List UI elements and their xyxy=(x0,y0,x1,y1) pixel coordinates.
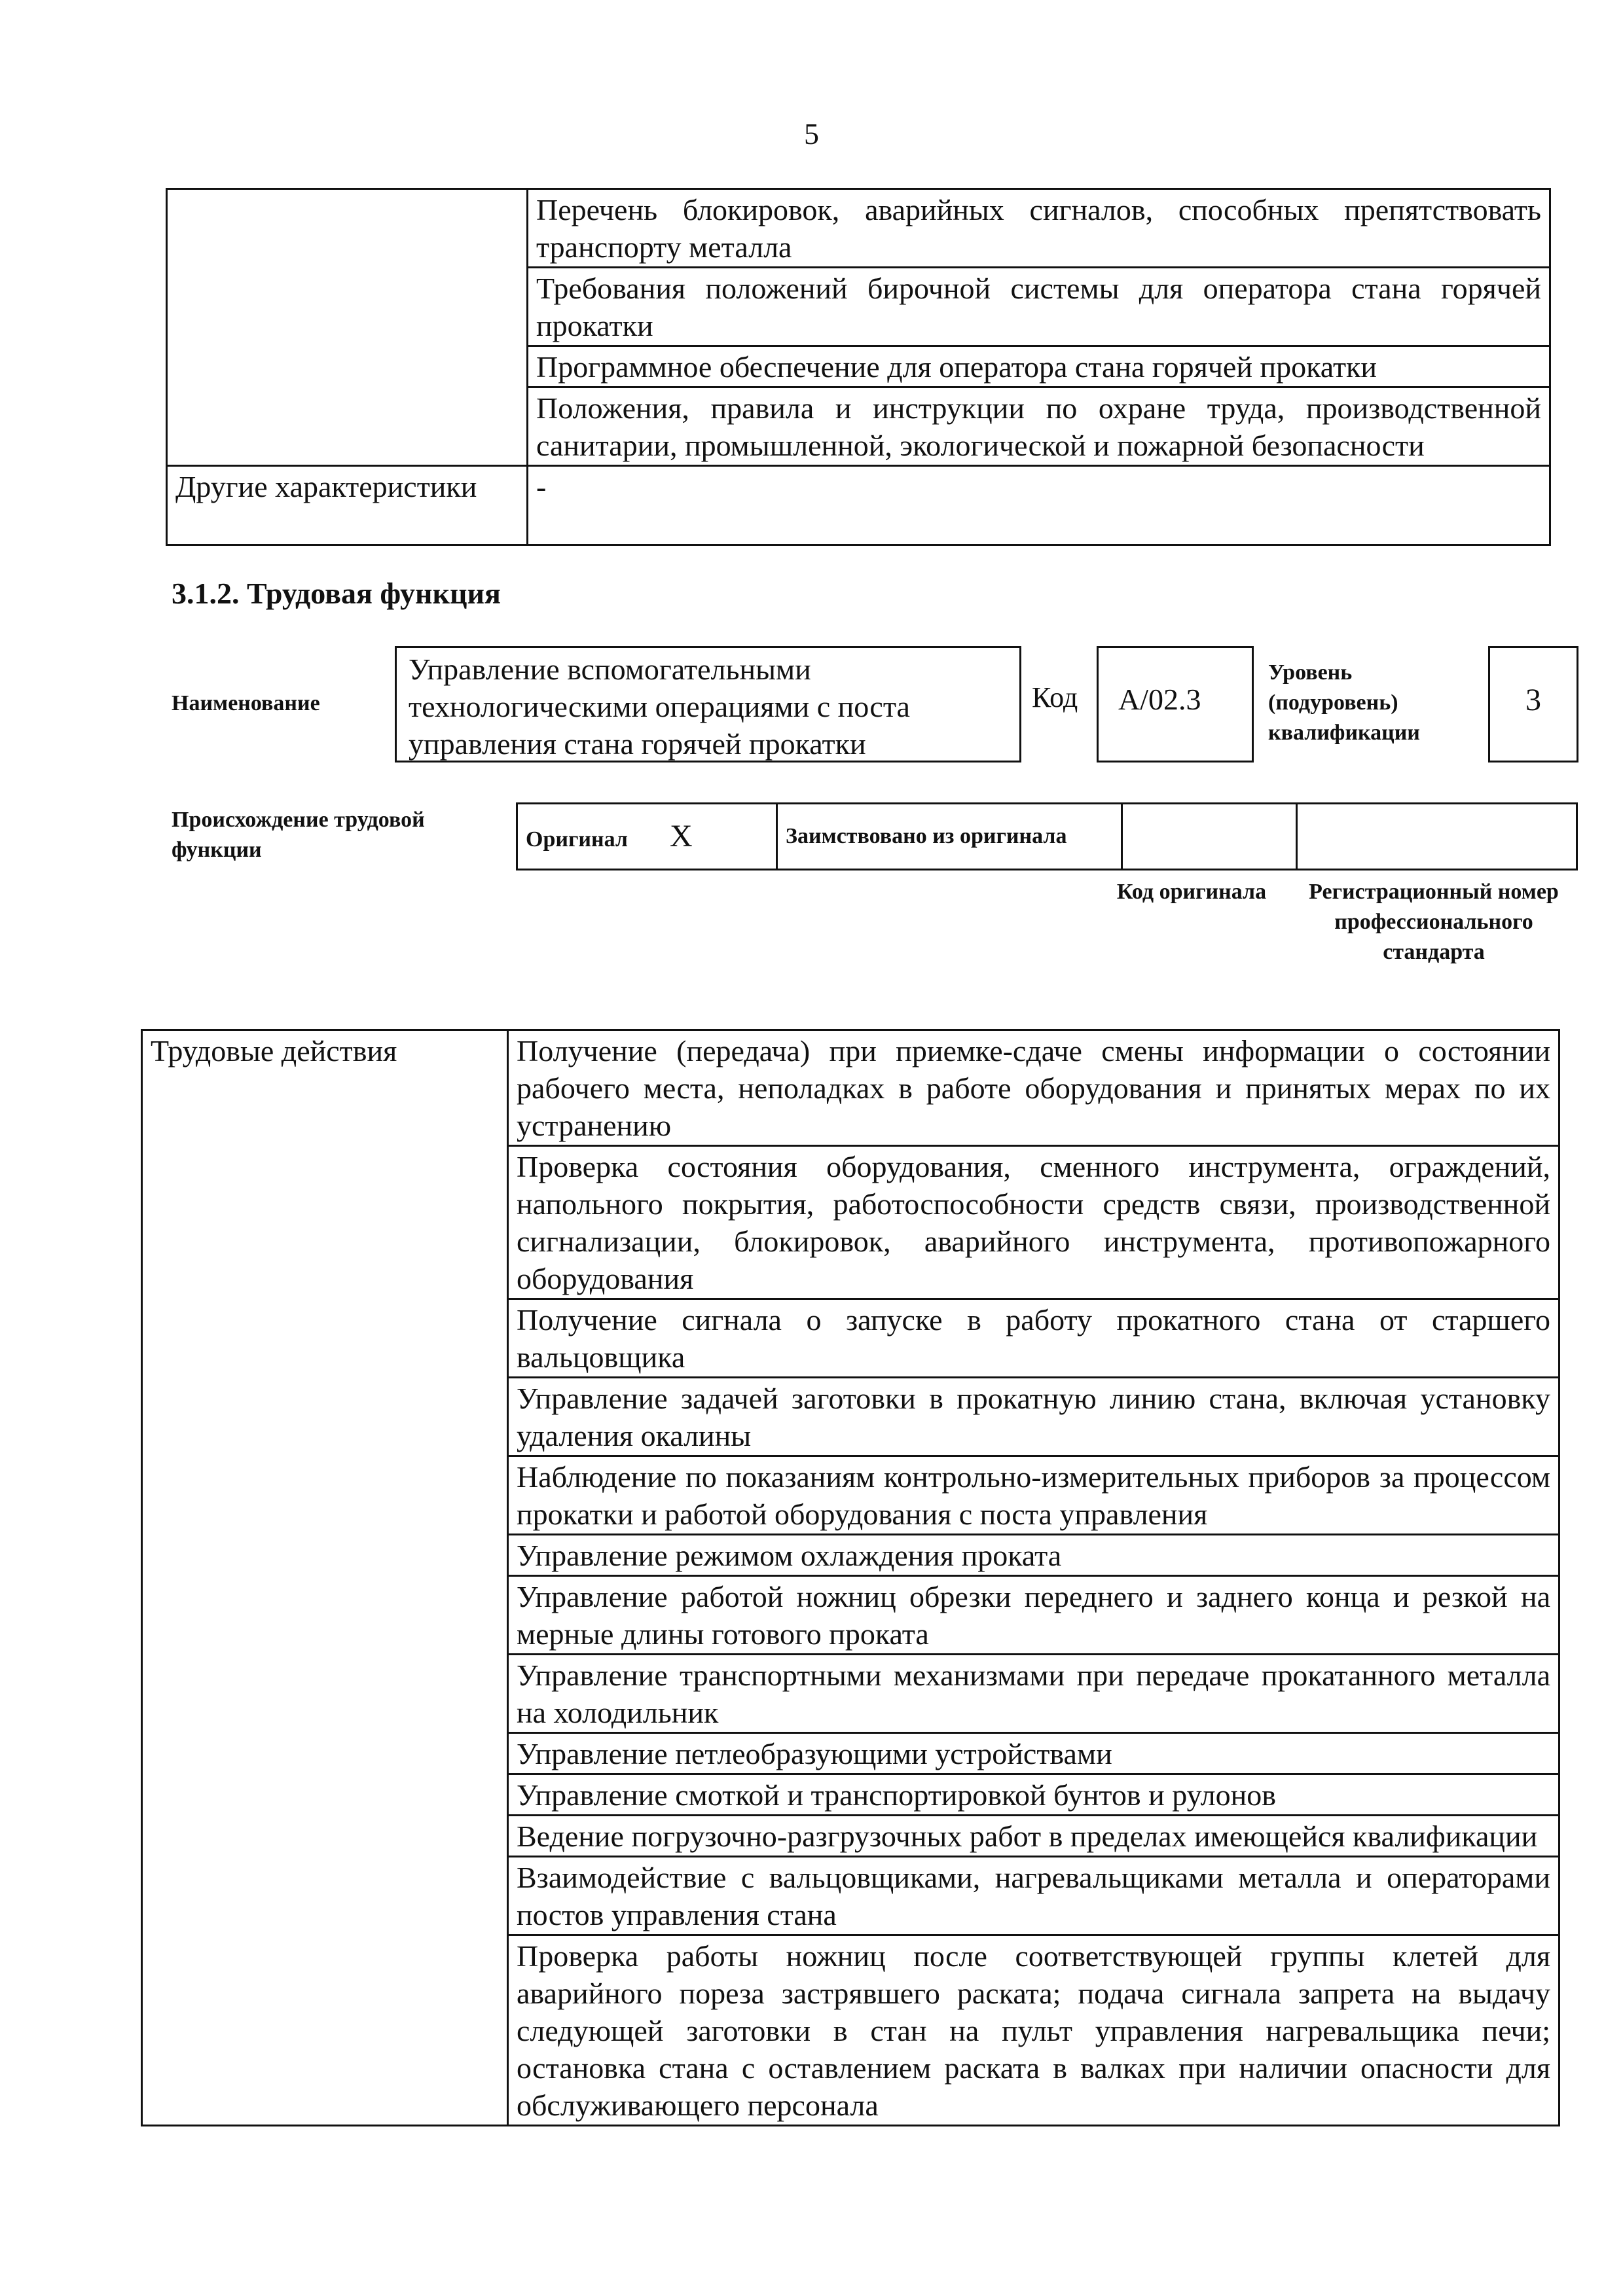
original-mark: Х xyxy=(669,819,693,853)
labour-action-item: Управление транспортными механизмами при передаче прокатанного металла на холодильник xyxy=(508,1655,1559,1733)
labour-action-item: Управление работой ножниц обрезки переднего и заднего конца и резкой на мерные длины готового проката xyxy=(508,1576,1559,1655)
empty-label-cell xyxy=(167,189,528,466)
page-number: 5 xyxy=(804,117,819,151)
labour-action-item: Управление задачей заготовки в прокатную линию стана, включая установку удаления окалины xyxy=(508,1378,1559,1456)
qualification-level-box: 3 xyxy=(1488,646,1578,762)
labour-action-item: Ведение погрузочно-разгрузочных работ в пределах имеющейся квалификации xyxy=(508,1816,1559,1857)
labour-actions-table xyxy=(141,1029,1560,2126)
code-value-box: А/02.3 xyxy=(1097,646,1254,762)
original-cell xyxy=(517,804,777,870)
knowledge-item: Требования положений бирочной системы для оператора стана горячей прокатки xyxy=(528,268,1550,346)
origin-label: Происхождение трудовой функции xyxy=(172,808,425,862)
labour-action-item: Получение сигнала о запуске в работу прокатного стана от старшего вальцовщика xyxy=(508,1299,1559,1378)
labour-action-item: Взаимодействие с вальцовщиками, нагревальщиками металла и операторами постов управления стана xyxy=(508,1857,1559,1935)
original-code-caption: Код оригинала xyxy=(1116,880,1267,904)
borrowed-cell xyxy=(777,804,1122,870)
original-code-cell xyxy=(1122,804,1297,870)
original-label: Оригинал xyxy=(526,827,628,852)
knowledge-item: Перечень блокировок, аварийных сигналов, способных препятствовать транспорту металла xyxy=(528,189,1550,268)
code-label: Код xyxy=(1032,681,1078,713)
qualification-level-label: Уровень (подуровень) квалификации xyxy=(1268,660,1420,745)
labour-action-item: Управление смоткой и транспортировкой бунтов и рулонов xyxy=(508,1774,1559,1816)
section-title: 3.1.2. Трудовая функция xyxy=(172,577,501,610)
registration-number-caption: Регистрационный номер профессионального стандарта xyxy=(1309,880,1559,964)
other-characteristics-label: Другие характеристики xyxy=(167,466,528,545)
other-characteristics-value: - xyxy=(528,466,1550,545)
labour-action-item: Получение (передача) при приемке-сдаче смены информации о состоянии рабочего места, неполадках в работе оборудования и принятых мерах по их устранению xyxy=(508,1030,1559,1146)
labour-action-item: Проверка работы ножниц после соответствующей группы клетей для аварийного пореза застрявшего раската; подача сигнала запрета на выдачу следующей заготовки в стан на пульт управления нагревальщика печи; остановка стана с оставлением раската в валках при наличии опасности для обслуживающего персонала xyxy=(508,1935,1559,2126)
labour-action-item: Проверка состояния оборудования, сменного инструмента, ограждений, напольного покрытия, работоспособности средств связи, производственной сигнализации, блокировок, аварийного инструмента, противопожарного оборудования xyxy=(508,1146,1559,1299)
knowledge-table xyxy=(166,188,1551,546)
knowledge-item: Программное обеспечение для оператора стана горячей прокатки xyxy=(528,346,1550,387)
knowledge-item: Положения, правила и инструкции по охране труда, производственной санитарии, промышленной, экологической и пожарной безопасности xyxy=(528,387,1550,466)
function-name-box: Управление вспомогательными технологическими операциями с поста управления стана горячей прокатки xyxy=(395,646,1021,762)
labour-action-item: Наблюдение по показаниям контрольно-измерительных приборов за процессом прокатки и работой оборудования с поста управления xyxy=(508,1456,1559,1535)
origin-table xyxy=(516,802,1578,870)
borrowed-label: Заимствовано из оригинала xyxy=(786,824,1067,848)
name-label: Наименование xyxy=(172,691,320,715)
registration-number-cell xyxy=(1297,804,1577,870)
labour-action-item: Управление режимом охлаждения проката xyxy=(508,1535,1559,1576)
labour-action-item: Управление петлеобразующими устройствами xyxy=(508,1733,1559,1774)
labour-actions-label: Трудовые действия xyxy=(142,1030,508,2126)
